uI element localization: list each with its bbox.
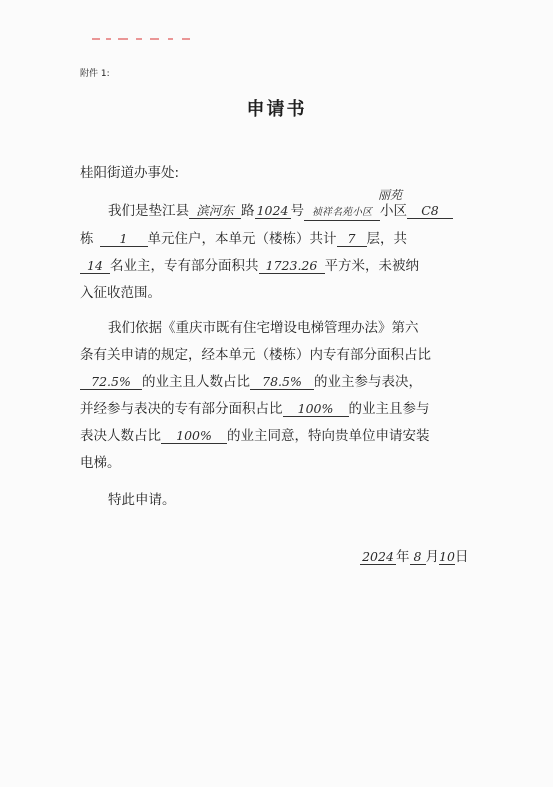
date-month: 8 [410,550,426,565]
para1-line2 [80,230,407,248]
attachment-label: 附件 1: [80,69,110,79]
people-ratio-field: 78.5% [250,375,314,390]
para1-line1 [108,202,453,221]
para1-lead: 我们是垫江县 [108,203,189,219]
road-label: 路 [241,203,255,219]
para2-line3 [80,373,422,391]
date-day: 10 [439,549,455,564]
vote-area-field: 100% [283,402,349,417]
para2-line5 [80,427,430,445]
vote-people-field: 100% [161,429,227,444]
para2-line5-tail: 的业主同意，特向贵单位申请安装 [227,428,430,444]
closing-text: 特此申请。 [108,492,176,508]
para1-line4: 入征收范围。 [80,285,161,301]
unit-text: 单元住户，本单元（楼栋）共计 [147,231,337,247]
community-correction: 丽苑 [378,188,403,202]
scan-artifact [92,38,192,41]
number-suffix: 号 [290,203,304,219]
addressee: 桂阳街道办事处: [80,165,180,181]
building-field: C8 [407,204,453,219]
year-label: 年 [396,549,410,565]
area-field: 1723.26 [259,259,325,274]
para2-line5-lead: 表决人数占比 [80,428,161,444]
para2-line4-tail: 的业主且参与 [348,401,430,417]
para2-tail1: 的业主参与表决， [314,374,422,390]
area-ratio-field: 72.5% [80,375,142,390]
district-label: 小区 [380,203,407,219]
street-field: 滨河东 [189,204,241,219]
para2-mid1: 的业主且人数占比 [142,374,250,390]
floors-field: 7 [337,232,367,247]
floors-text: 层，共 [366,231,407,247]
para2-line2: 条有关申请的规定，经本单元（楼栋）内专有部分面积占比 [80,347,431,363]
month-label: 月 [425,549,439,565]
dong-label: 栋 [80,231,94,247]
para2-line4 [80,400,430,418]
para1-line3 [80,257,419,275]
house-number-field: 1024 [255,204,291,219]
owners-text: 名业主，专有部分面积共 [110,258,259,274]
date-year: 2024 [360,550,396,565]
para2-line1: 我们依据《重庆市既有住宅增设电梯管理办法》第六 [108,320,419,336]
area-text: 平方米，未被纳 [324,258,419,274]
document-title: 申请书 [246,99,307,120]
owners-field: 14 [80,259,110,274]
signature-date [360,548,469,566]
day-label: 日 [455,549,469,565]
community-field: 祯祥名苑小区 [304,206,380,221]
para2-line6: 电梯。 [80,455,121,471]
unit-field: 1 [100,232,148,247]
para2-line4-lead: 并经参与表决的专有部分面积占比 [80,401,283,417]
